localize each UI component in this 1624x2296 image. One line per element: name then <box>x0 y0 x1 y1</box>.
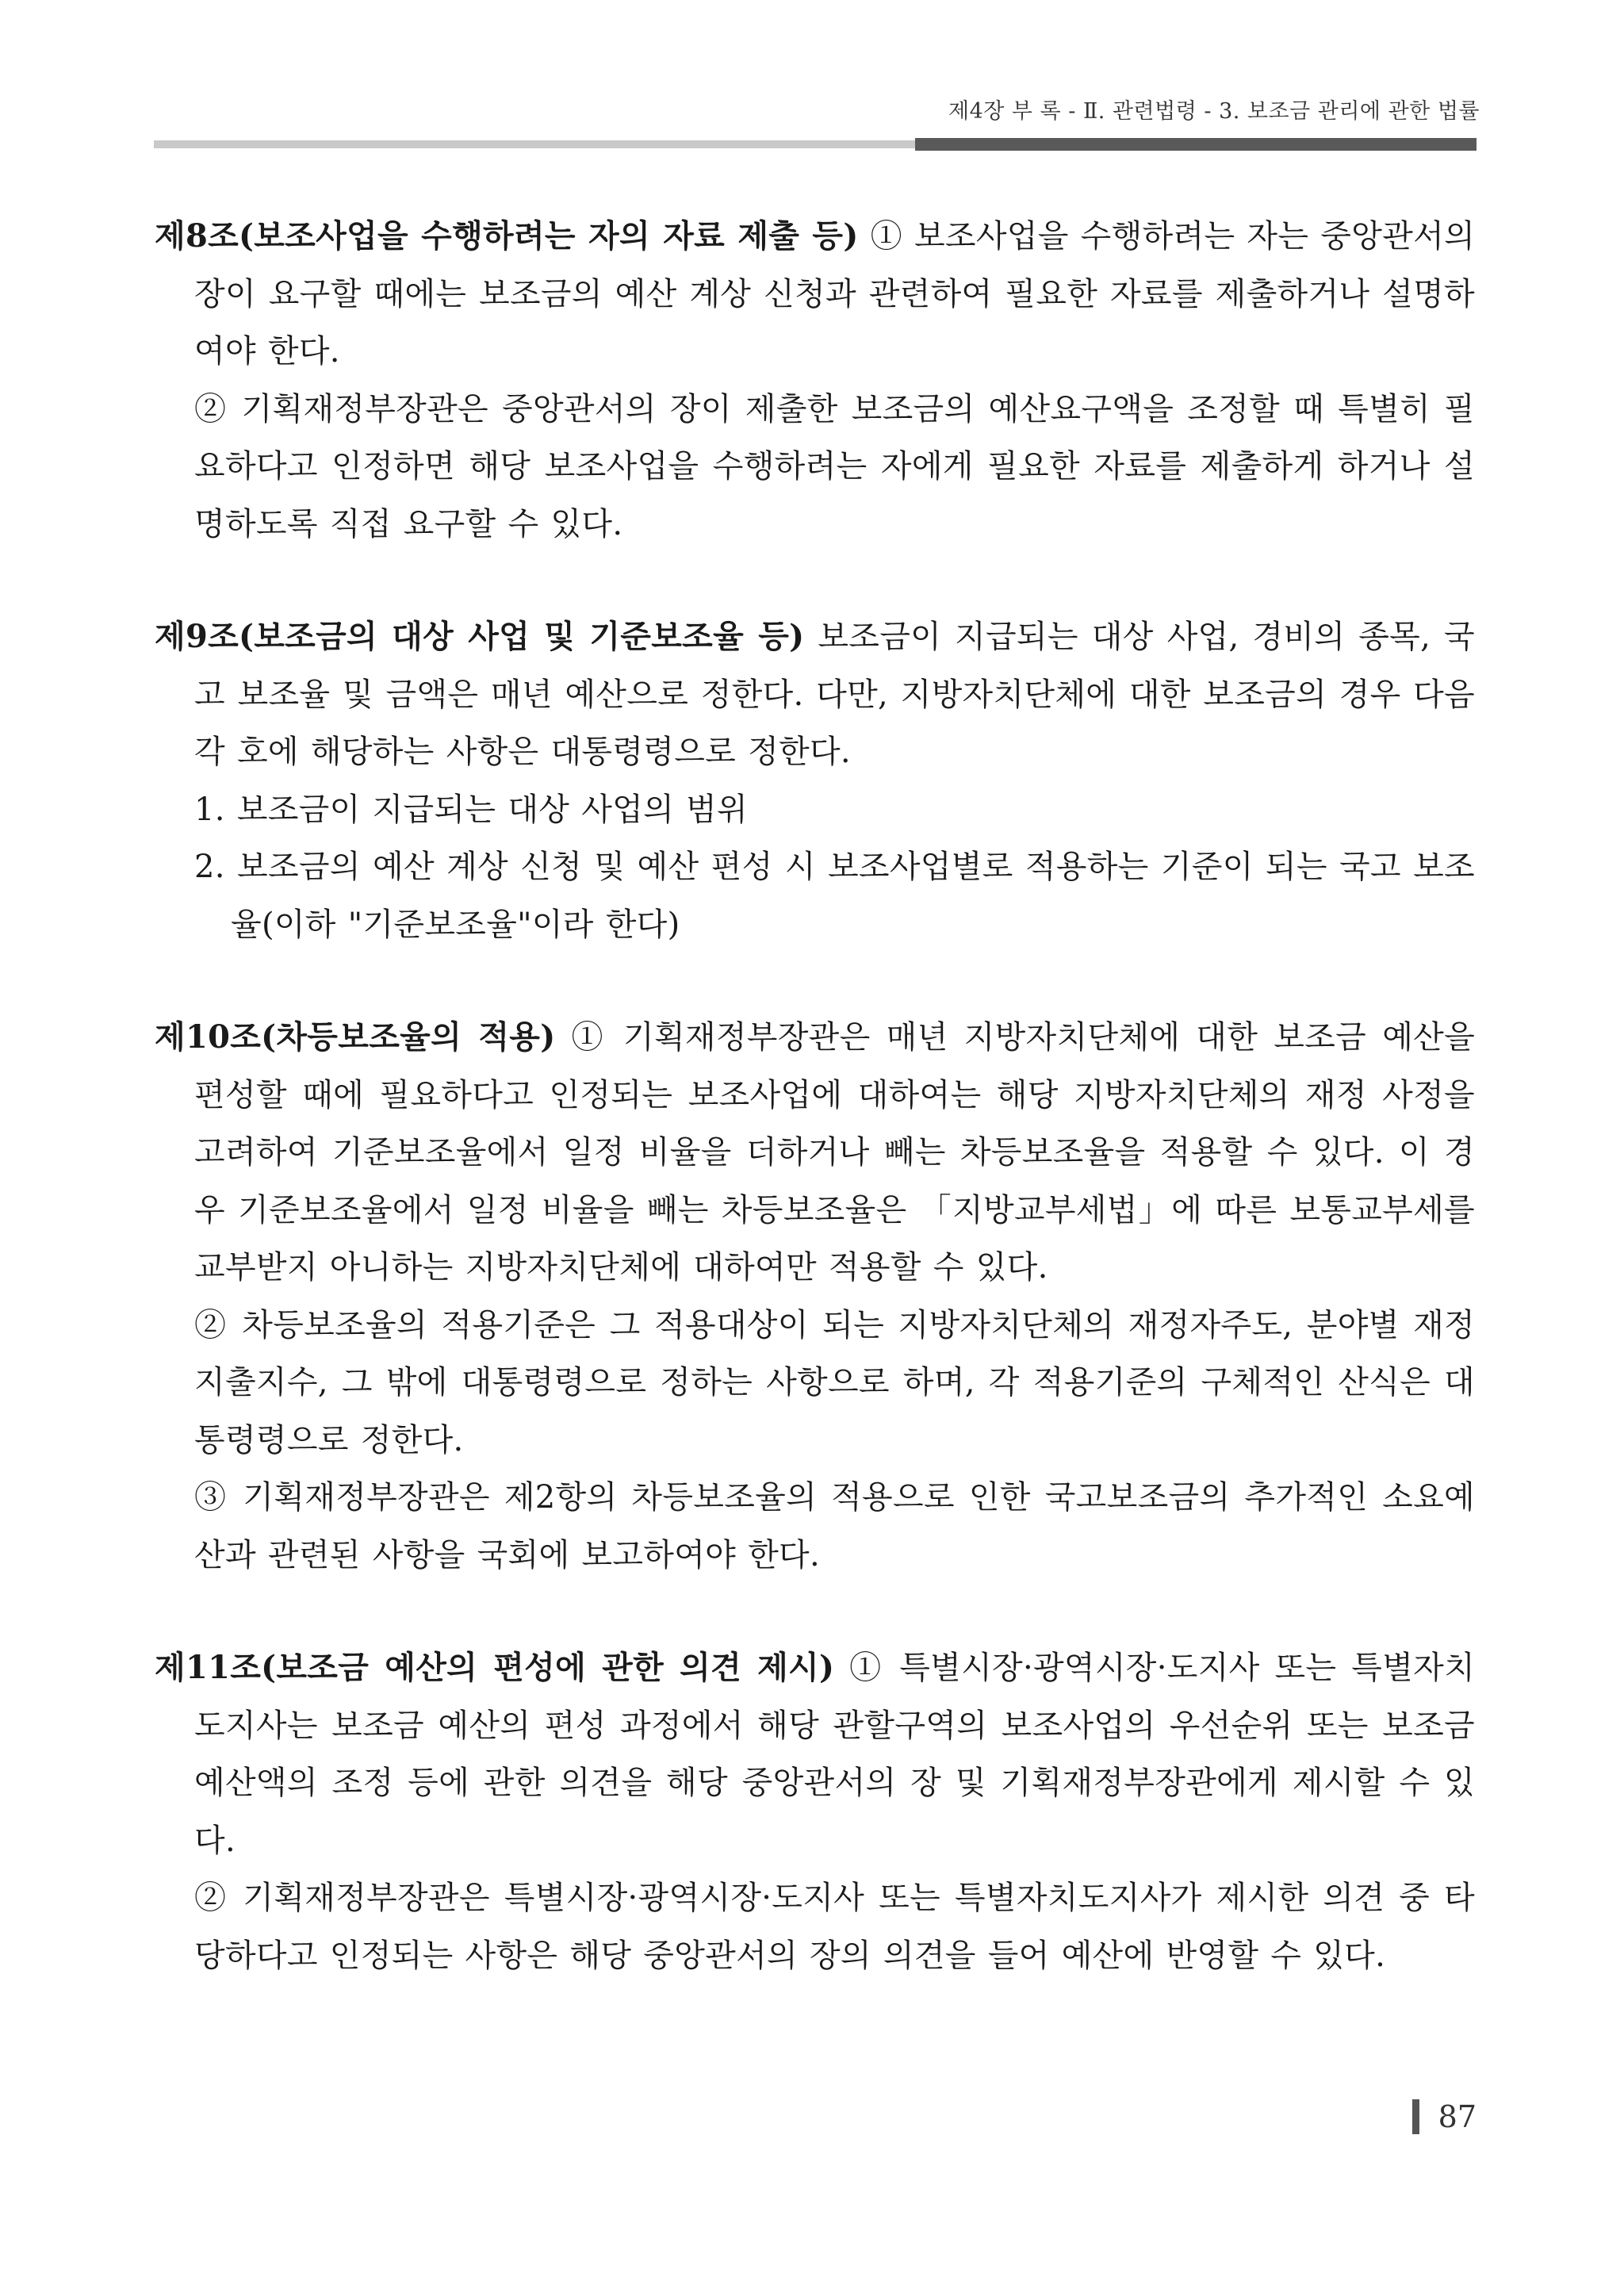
article-11-clause-2: ② 기획재정부장관은 특별시장·광역시장·도지사 또는 특별자치도지사가 제시한 의견 중 타당하다고 인정되는 사항은 해당 중앙관서의 장의 의견을 들어 예산에 반영할 수 있다. <box>194 1880 1475 1974</box>
article-9-item-1: 1. 보조금이 지급되는 대상 사업의 범위 <box>194 791 748 828</box>
footer-bar <box>1412 2099 1419 2134</box>
article-11-paragraph-1 <box>155 1639 1475 1869</box>
article-11-clause-1: ① 특별시장·광역시장·도지사 또는 특별자치도지사는 보조금 예산의 편성 과정에서 해당 관할구역의 보조사업의 우선순위 또는 보조금 예산액의 조정 등에 관한 의견을 해당 중앙관서의 장 및 기획재정부장관에게 제시할 수 있다. <box>194 1650 1476 1859</box>
article-10-title: 제10조(차등보조율의 적용) <box>155 1018 556 1056</box>
article-10 <box>155 1009 1475 1584</box>
article-9-paragraph-1 <box>155 608 1475 781</box>
article-9-title: 제9조(보조금의 대상 사업 및 기준보조율 등) <box>155 618 805 655</box>
page-number: 87 <box>1438 2099 1477 2134</box>
article-11 <box>155 1639 1475 1984</box>
page-footer <box>1412 2099 1477 2135</box>
article-9 <box>155 608 1475 953</box>
article-8-paragraph-1 <box>155 208 1475 381</box>
running-header: 제4장 부 록 - Ⅱ. 관련법령 - 3. 보조금 관리에 관한 법률 <box>948 99 1480 124</box>
article-11-title: 제11조(보조금 예산의 편성에 관한 의견 제시) <box>155 1649 835 1686</box>
article-10-clause-1: ① 기획재정부장관은 매년 지방자치단체에 대한 보조금 예산을 편성할 때에 필요하다고 인정되는 보조사업에 대하여는 해당 지방자치단체의 재정 사정을 고려하여 기준보조율에서 일정 비율을 더하거나 빼는 차등보조율을 적용할 수 있다. 이 경우 기준보조율에서 일정 비율을 빼는 차등보조율은 「지방교부세법」에 따른 보통교부세를 교부받지 아니하는 지방자치단체에 대하여만 적용할 수 있다. <box>194 1019 1476 1286</box>
article-8-clause-1: ① 보조사업을 수행하려는 자는 중앙관서의 장이 요구할 때에는 보조금의 예산 계상 신청과 관련하여 필요한 자료를 제출하거나 설명하여야 한다. <box>194 218 1476 370</box>
article-10-paragraph-1 <box>155 1009 1475 1297</box>
header-rule <box>154 138 1477 151</box>
article-8 <box>155 208 1475 553</box>
header-rule-dark-segment <box>915 138 1477 151</box>
article-9-body: 보조금이 지급되는 대상 사업, 경비의 종목, 국고 보조율 및 금액은 매년 예산으로 정한다. 다만, 지방자치단체에 대한 보조금의 경우 다음 각 호에 해당하는 사항은 대통령령으로 정한다. <box>194 619 1475 770</box>
page-content <box>155 208 1475 2040</box>
article-8-clause-2: ② 기획재정부장관은 중앙관서의 장이 제출한 보조금의 예산요구액을 조정할 때 특별히 필요하다고 인정하면 해당 보조사업을 수행하려는 자에게 필요한 자료를 제출하게 하거나 설명하도록 직접 요구할 수 있다. <box>194 390 1475 542</box>
article-9-item-2: 2. 보조금의 예산 계상 신청 및 예산 편성 시 보조사업별로 적용하는 기준이 되는 국고 보조율(이하 "기준보조율"이라 한다) <box>194 849 1475 943</box>
article-10-clause-2: ② 차등보조율의 적용기준은 그 적용대상이 되는 지방자치단체의 재정자주도, 분야별 재정지출지수, 그 밖에 대통령령으로 정하는 사항으로 하며, 각 적용기준의 구체적인 산식은 대통령령으로 정한다. <box>194 1306 1475 1458</box>
article-8-title: 제8조(보조사업을 수행하려는 자의 자료 제출 등) <box>155 217 859 255</box>
article-10-clause-3: ③ 기획재정부장관은 제2항의 차등보조율의 적용으로 인한 국고보조금의 추가적인 소요예산과 관련된 사항을 국회에 보고하여야 한다. <box>194 1479 1475 1573</box>
header-rule-light-segment <box>154 140 915 148</box>
